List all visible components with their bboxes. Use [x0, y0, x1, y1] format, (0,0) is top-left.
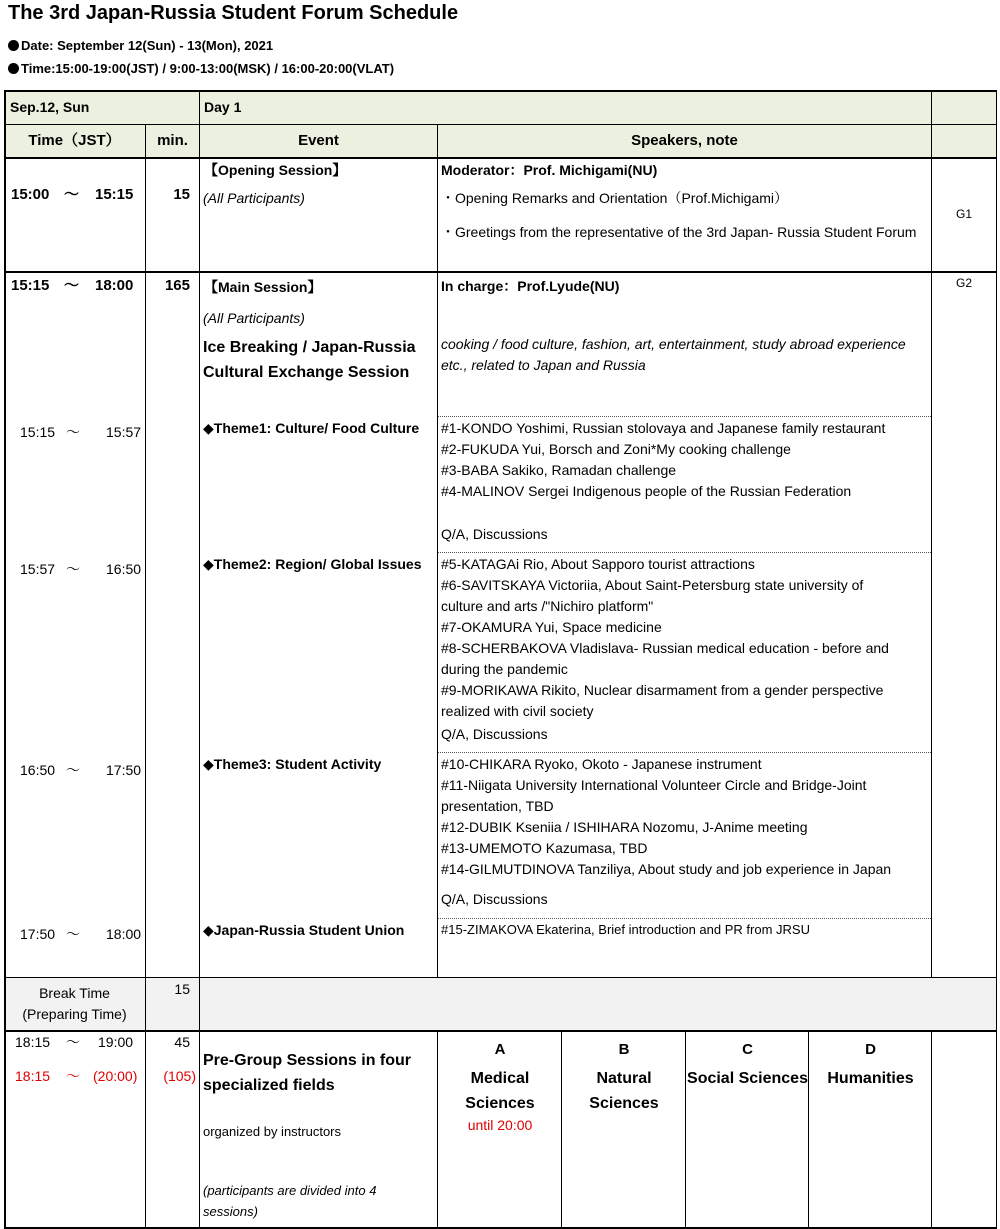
list-item: #5-KATAGAi Rio, About Sapporo tourist attractions [441, 556, 755, 572]
opening-group: G1 [955, 207, 972, 221]
list-item: #12-DUBIK Kseniia / ISHIHARA Nozomu, J-Anime meeting [441, 819, 808, 835]
opening-moderator: Moderator：Prof. Michigami(NU) [441, 162, 658, 178]
pregroup-min: 45 [174, 1034, 190, 1050]
opening-tilde: 〜 [64, 186, 80, 203]
list-item: #4-MALINOV Sergei Indigenous people of the Russian Federation [441, 483, 852, 499]
list-item: #8-SCHERBAKOVA Vladislava- Russian medical education - before and [441, 640, 889, 656]
pregroup-end: 19:00 [98, 1034, 134, 1050]
group-a-note: until 20:00 [467, 1117, 533, 1133]
theme-3-start: 16:50 [20, 762, 56, 778]
list-item: #14-GILMUTDINOVA Tanziliya, About study and job experience in Japan [441, 861, 892, 877]
pregroup-start-red: 18:15 [15, 1068, 51, 1084]
time-text: Time:15:00-19:00(JST) / 9:00-13:00(MSK) / 16:00-20:00(VLAT) [21, 61, 395, 76]
list-item: #3-BABA Sakiko, Ramadan challenge [441, 462, 677, 478]
list-item: culture and arts /"Nichiro platform" [441, 598, 654, 614]
pregroup-tilde-red: 〜 [66, 1068, 80, 1084]
theme-2-tilde: 〜 [66, 561, 80, 577]
opening-participants: (All Participants) [203, 190, 305, 206]
theme-4-title: ◆Japan-Russia Student Union [203, 922, 405, 938]
theme-2-start: 15:57 [20, 561, 56, 577]
main-subtitle: Ice Breaking / Japan-Russia Cultural Exchange Session [203, 339, 416, 381]
group-d-letter: D [865, 1041, 876, 1058]
main-in-charge: In charge：Prof.Lyude(NU) [441, 278, 620, 294]
bullet-icon [8, 63, 19, 74]
list-item: #15-ZIMAKOVA Ekaterina, Brief introduction and PR from JRSU [441, 922, 810, 937]
group-c-name: Social Sciences [687, 1070, 808, 1087]
date-text: Date: September 12(Sun) - 13(Mon), 2021 [21, 38, 274, 53]
time-line [8, 61, 394, 76]
bullet-icon [8, 40, 19, 51]
opening-end: 15:15 [95, 186, 134, 203]
header-date: Sep.12, Sun [10, 99, 90, 115]
group-a-letter: A [494, 1041, 506, 1058]
break-label-1: Break Time [39, 985, 110, 1001]
main-end: 18:00 [95, 277, 134, 294]
pregroup-title: Pre-Group Sessions in four specialized fields [203, 1052, 412, 1094]
main-tilde: 〜 [64, 277, 80, 294]
main-min: 165 [164, 277, 190, 294]
opening-note-2: ・Greetings from the representative of the 3rd Japan- Russia Student Forum [441, 224, 917, 240]
col-header-time: Time（JST） [28, 132, 121, 149]
group-a-name: Medical Sciences [465, 1070, 535, 1112]
group-d-name: Humanities [827, 1070, 914, 1087]
list-item: #1-KONDO Yoshimi, Russian stolovaya and Japanese family restaurant [441, 420, 886, 436]
date-line [8, 38, 273, 53]
list-item: #11-Niigata University International Volunteer Circle and Bridge-Joint [441, 777, 867, 793]
opening-note-1: ・Opening Remarks and Orientation（Prof.Michigami） [441, 190, 789, 206]
main-event: 【Main Session】 [204, 279, 322, 295]
pregroup-end-red: (20:00) [93, 1068, 138, 1084]
list-item: #10-CHIKARA Ryoko, Okoto - Japanese instrument [441, 756, 762, 772]
group-b-name: Natural Sciences [589, 1070, 659, 1112]
page-title: The 3rd Japan-Russia Student Forum Schedule [8, 2, 459, 24]
col-header-min: min. [157, 132, 188, 149]
theme-1-start: 15:15 [20, 424, 56, 440]
pregroup-min-red: (105) [163, 1068, 196, 1084]
theme-3-end: 17:50 [106, 762, 142, 778]
theme-2-title: ◆Theme2: Region/ Global Issues [203, 556, 422, 572]
pregroup-start: 18:15 [15, 1034, 51, 1050]
theme-4-start: 17:50 [20, 926, 56, 942]
header-day: Day 1 [204, 99, 242, 115]
theme-1-title: ◆Theme1: Culture/ Food Culture [203, 420, 420, 436]
list-item: #2-FUKUDA Yui, Borsch and Zoni*My cooking challenge [441, 441, 791, 457]
theme-1-end: 15:57 [106, 424, 142, 440]
list-item: #13-UMEMOTO Kazumasa, TBD [441, 840, 648, 856]
list-item: #7-OKAMURA Yui, Space medicine [441, 619, 662, 635]
group-c-letter: C [742, 1041, 753, 1058]
theme-4-tilde: 〜 [66, 926, 80, 942]
theme-2-end: 16:50 [106, 561, 142, 577]
pregroup-organized: organized by instructors [203, 1124, 342, 1139]
list-item: Q/A, Discussions [441, 526, 548, 542]
main-participants: (All Participants) [203, 310, 305, 326]
break-label-2: (Preparing Time) [22, 1006, 127, 1022]
break-min: 15 [174, 981, 190, 997]
pregroup-divided: (participants are divided into 4 sessions) [203, 1183, 377, 1219]
list-item: during the pandemic [441, 661, 568, 677]
opening-event: 【Opening Session】 [204, 162, 347, 178]
theme-4-end: 18:00 [106, 926, 142, 942]
pregroup-tilde: 〜 [66, 1034, 80, 1050]
col-header-speakers: Speakers, note [631, 132, 738, 149]
list-item: realized with civil society [441, 703, 594, 719]
theme-3-tilde: 〜 [66, 762, 80, 778]
list-item: Q/A, Discussions [441, 891, 548, 907]
group-b-letter: B [618, 1041, 630, 1058]
list-item: #9-MORIKAWA Rikito, Nuclear disarmament from a gender perspective [441, 682, 884, 698]
theme-1-tilde: 〜 [66, 424, 80, 440]
main-topics: cooking / food culture, fashion, art, entertainment, study abroad experience etc., related to Japan and Russia [441, 336, 906, 373]
opening-min: 15 [173, 186, 190, 203]
main-group: G2 [955, 276, 972, 290]
main-start: 15:15 [11, 277, 50, 294]
list-item: Q/A, Discussions [441, 726, 548, 742]
col-header-event: Event [298, 132, 339, 149]
opening-start: 15:00 [11, 186, 50, 203]
list-item: presentation, TBD [441, 798, 554, 814]
theme-3-title: ◆Theme3: Student Activity [203, 756, 382, 772]
list-item: #6-SAVITSKAYA Victoriia, About Saint-Petersburg state university of [441, 577, 864, 593]
